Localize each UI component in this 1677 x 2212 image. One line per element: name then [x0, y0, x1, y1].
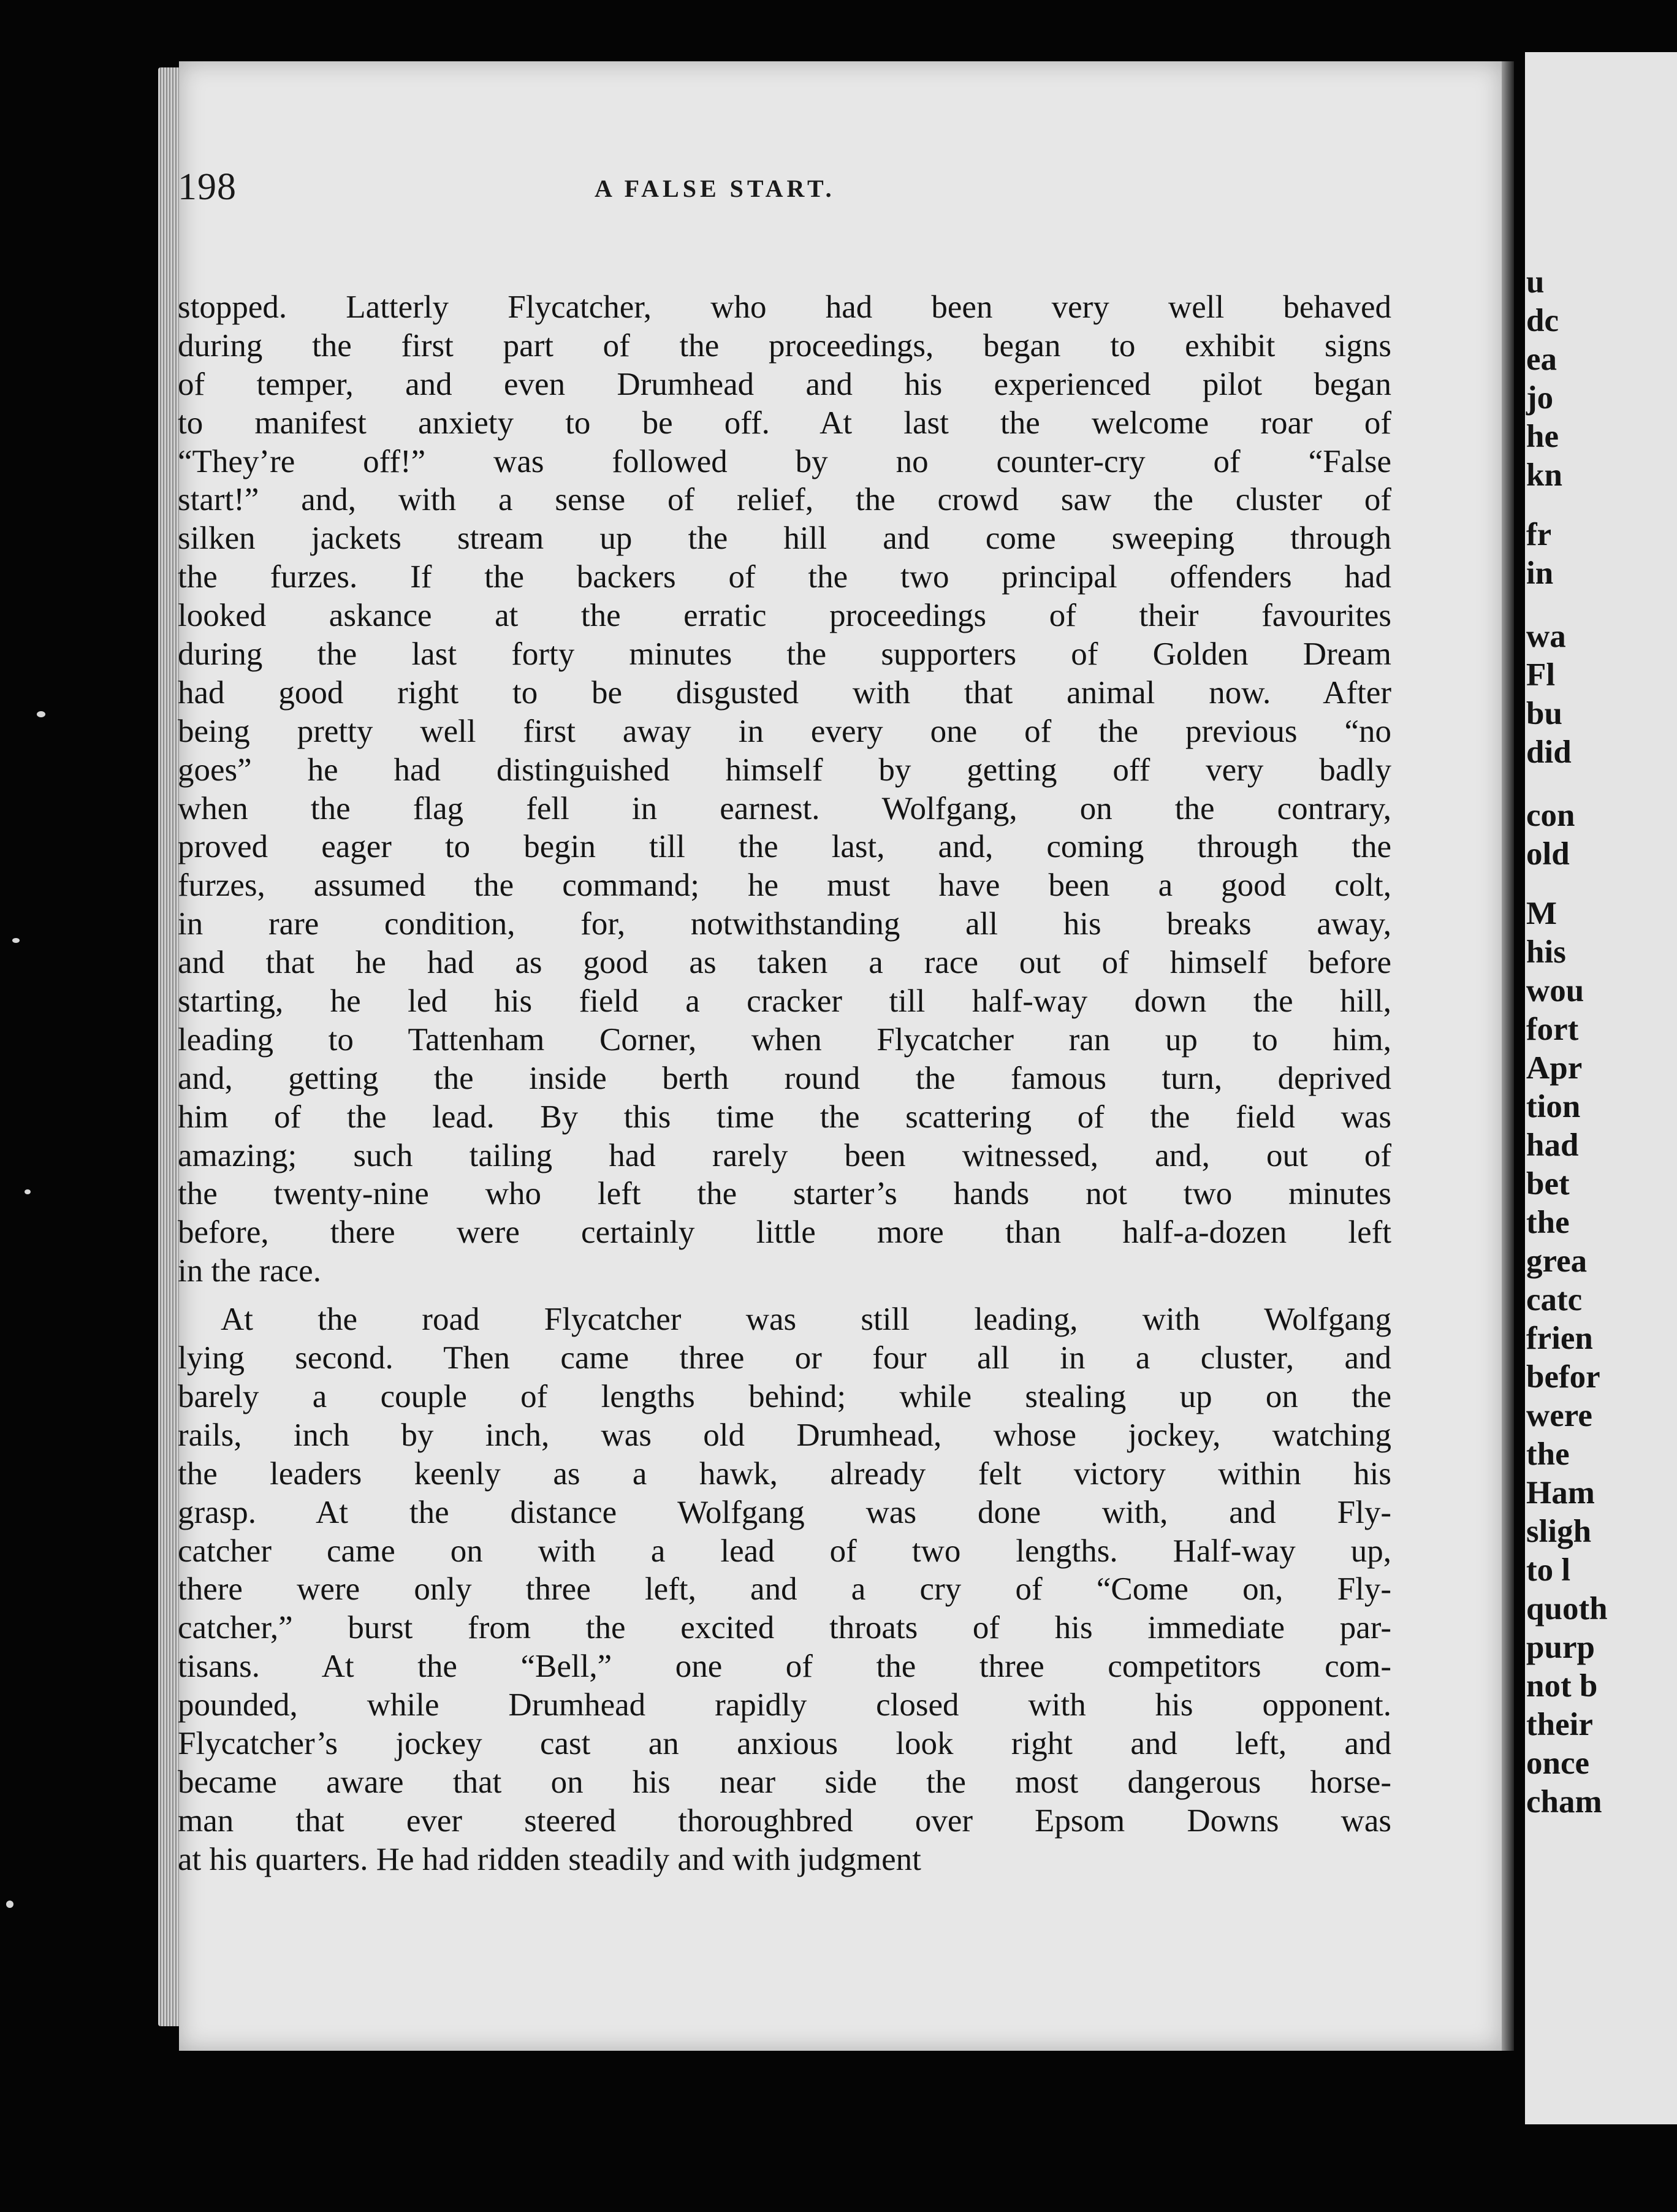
facing-page-fragment: the — [1526, 1205, 1570, 1240]
facing-page-fragment: purp — [1526, 1630, 1595, 1665]
text-line: amazing; such tailing had rarely been witnessed, and, out of — [178, 1137, 1391, 1173]
scan-speck — [6, 1901, 13, 1908]
book-gutter-shadow — [1514, 61, 1525, 2051]
text-line: during the last forty minutes the supporters of Golden Dream — [178, 636, 1391, 673]
text-line: pounded, while Drumhead rapidly closed with his opponent. — [178, 1687, 1391, 1723]
page-number: 198 — [178, 166, 237, 208]
text-line: Flycatcher’s jockey cast an anxious look right and left, and — [178, 1725, 1391, 1761]
body-text — [178, 288, 1391, 1879]
text-line: in rare condition, for, notwithstanding all his breaks away, — [178, 906, 1391, 942]
text-line: lying second. Then came three or four all in a cluster, and — [178, 1340, 1391, 1376]
text-line: grasp. At the distance Wolfgang was done with, and Fly- — [178, 1494, 1391, 1530]
facing-page-fragment: kn — [1526, 457, 1562, 493]
text-line: at his quarters. He had ridden steadily and with judgment — [178, 1841, 921, 1877]
paragraph — [178, 1300, 1391, 1878]
text-line: barely a couple of lengths behind; while stealing up on the — [178, 1378, 1391, 1414]
text-line: of temper, and even Drumhead and his experienced pilot began — [178, 366, 1391, 402]
text-line: starting, he led his field a cracker till half-way down the hill, — [178, 983, 1391, 1020]
facing-page-fragment: did — [1526, 734, 1572, 770]
facing-page-fragment: fr — [1526, 517, 1552, 552]
text-line: had good right to be disgusted with that animal now. After — [178, 674, 1391, 711]
text-line: proved eager to begin till the last, and, coming through the — [178, 829, 1391, 865]
facing-page-fragment: dc — [1526, 303, 1559, 338]
facing-page-fragment: Fl — [1526, 657, 1556, 693]
scan-speck — [25, 1189, 31, 1194]
text-line: silken jackets stream up the hill and come sweeping through — [178, 521, 1391, 557]
text-line: before, there were certainly little more than half-a-dozen left — [178, 1215, 1391, 1251]
facing-page-fragment: tion — [1526, 1089, 1581, 1124]
facing-page-fragment: jo — [1526, 380, 1554, 416]
text-line: to manifest anxiety to be off. At last the welcome roar of — [178, 405, 1391, 441]
text-line: the twenty-nine who left the starter’s hands not two minutes — [178, 1176, 1391, 1212]
text-line: looked askance at the erratic proceedings of their favourites — [178, 598, 1391, 634]
text-line: being pretty well first away in every one of the previous “no — [178, 713, 1391, 749]
facing-page-fragment: not b — [1526, 1668, 1598, 1704]
text-line: when the flag fell in earnest. Wolfgang, on the contrary, — [178, 790, 1391, 826]
text-line: goes” he had distinguished himself by getting off very badly — [178, 752, 1391, 788]
facing-page-fragment: his — [1526, 934, 1566, 970]
text-line: the leaders keenly as a hawk, already felt victory within his — [178, 1455, 1391, 1492]
text-line: there were only three left, and a cry of “Come on, Fly- — [178, 1571, 1391, 1608]
facing-page-fragment: their — [1526, 1707, 1593, 1742]
text-line: tisans. At the “Bell,” one of the three competitors com- — [178, 1649, 1391, 1685]
text-line: became aware that on his near side the most dangerous horse- — [178, 1764, 1391, 1800]
facing-page-fragment: had — [1526, 1127, 1579, 1163]
facing-page-fragment: wou — [1526, 973, 1584, 1009]
facing-page-fragment: grea — [1526, 1243, 1588, 1279]
facing-page-fragment: con — [1526, 798, 1575, 833]
facing-page-fragment: Apr — [1526, 1050, 1583, 1086]
facing-page-fragment: ea — [1526, 341, 1557, 377]
text-line: and that he had as good as taken a race out of himself before — [178, 945, 1391, 981]
facing-page-fragment: were — [1526, 1398, 1592, 1433]
text-line: At the road Flycatcher was still leading, with Wolfgang — [221, 1302, 1391, 1338]
facing-page-fragment: quoth — [1526, 1591, 1608, 1627]
text-line: during the first part of the proceedings, began to exhibit signs — [178, 327, 1391, 364]
facing-page-fragment: Ham — [1526, 1475, 1595, 1511]
running-head: A FALSE START. — [595, 175, 835, 202]
facing-page-fragment: the — [1526, 1436, 1570, 1472]
facing-page-fragment: sligh — [1526, 1514, 1592, 1549]
facing-page-fragment: he — [1526, 419, 1559, 454]
paragraph — [178, 288, 1391, 1291]
scan-speck — [37, 711, 45, 717]
text-line: “They’re off!” was followed by no counter-cry of “False — [178, 443, 1391, 479]
facing-page-fragment: wa — [1526, 619, 1566, 654]
facing-page-fragment: once — [1526, 1745, 1590, 1781]
text-line: catcher came on with a lead of two lengths. Half-way up, — [178, 1533, 1391, 1569]
facing-page-fragment: in — [1526, 555, 1554, 591]
facing-page-fragment: fort — [1526, 1012, 1579, 1047]
page-header — [178, 166, 1030, 221]
text-line: start!” and, with a sense of relief, the crowd saw the cluster of — [178, 482, 1391, 518]
facing-page-fragment: bet — [1526, 1166, 1570, 1202]
facing-page-fragment: befor — [1526, 1359, 1600, 1395]
facing-page-fragment: old — [1526, 836, 1570, 872]
text-line: catcher,” burst from the excited throats of his immediate par- — [178, 1610, 1391, 1646]
text-line: leading to Tattenham Corner, when Flycatcher ran up to him, — [178, 1021, 1391, 1058]
facing-page-fragment: catc — [1526, 1282, 1583, 1318]
paragraph-gap — [178, 1291, 1391, 1300]
text-line: furzes, assumed the command; he must have been a good colt, — [178, 868, 1391, 904]
text-line: in the race. — [178, 1253, 321, 1289]
text-line: man that ever steered thoroughbred over Epsom Downs was — [178, 1802, 1391, 1839]
text-line: the furzes. If the backers of the two principal offenders had — [178, 559, 1391, 595]
facing-page-fragment: bu — [1526, 696, 1562, 731]
text-line: rails, inch by inch, was old Drumhead, whose jockey, watching — [178, 1417, 1391, 1453]
text-line: him of the lead. By this time the scattering of the field was — [178, 1099, 1391, 1135]
text-line: stopped. Latterly Flycatcher, who had been very well behaved — [178, 289, 1391, 325]
facing-page-fragment: to l — [1526, 1552, 1571, 1588]
facing-page — [1525, 52, 1677, 2124]
facing-page-fragment: u — [1526, 264, 1545, 300]
facing-page-fragment: M — [1526, 896, 1557, 931]
scan-speck — [12, 938, 20, 943]
facing-page-fragment: cham — [1526, 1784, 1602, 1820]
facing-page-fragment: frien — [1526, 1321, 1593, 1356]
text-line: and, getting the inside berth round the famous turn, deprived — [178, 1060, 1391, 1096]
